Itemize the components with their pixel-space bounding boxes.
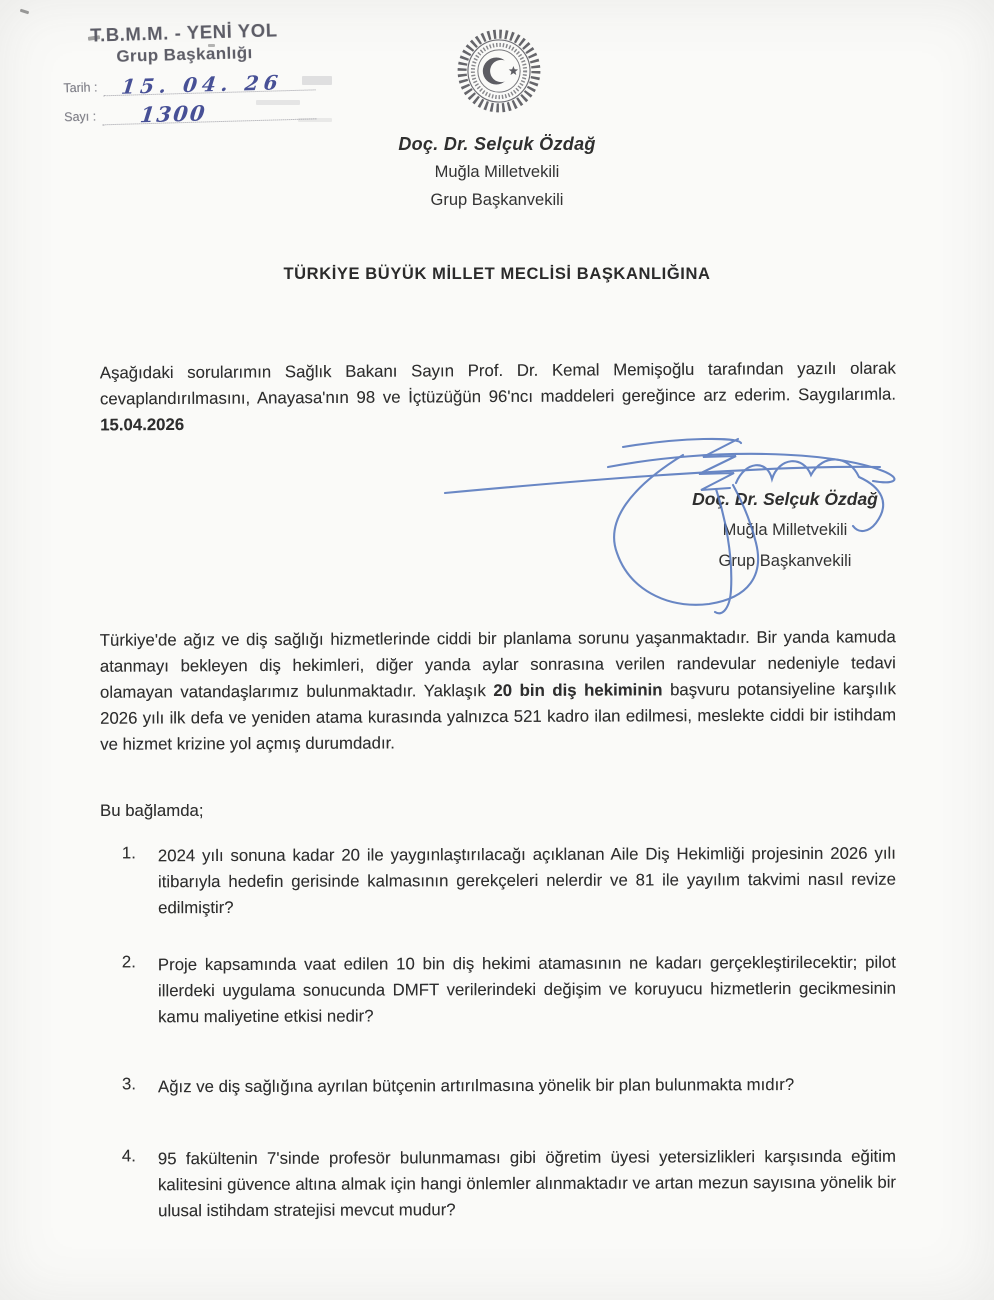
question-text: 95 fakültenin 7'sinde profesör bulunmaması gibi öğretim üyesi yetersizlikleri karşısında eğitim kalitesini güvence altına almak için hangi önlemler alınmaktadır ve artan mezun sayısına yönelik bir ulusal istihdam stratejisi mevcut mudur? (157, 1146, 897, 1221)
stamp-number-row (56, 94, 317, 126)
question-number: 1. (121, 843, 136, 863)
stamp-date-value: 15. 04. 26 (120, 70, 285, 99)
stamp-number-line (102, 94, 317, 128)
question-number: 3. (121, 1074, 137, 1094)
intro-text: Aşağıdaki sorularımın Sağlık Bakanı Sayın Prof. Dr. Kemal Memişoğlu tarafından yazılı olarak cevaplandırılmasını, Anayasa'nın 98 ve İçtüzüğün 96'ncı maddeleri gereğince arz ederim. Saygılarımla. (99, 358, 897, 409)
body-text-1: Türkiye'de ağız ve diş sağlığı hizmetlerinde ciddi bir planlama sorunu yaşanmaktadır. Bir yanda kamuda atanmayı bekleyen diş hekimleri, diğer yanda aylar sonrasına verilen randevular nedeniyle tedavi olamayan vatandaşlarımız bulunmaktadır. Yaklaşık (99, 627, 896, 702)
question-item-4 (122, 1144, 896, 1225)
scan-artifact (20, 9, 29, 15)
stamp-org-line: T.B.M.M. - YENİ YOL (89, 19, 278, 46)
signatory-name: Doç. Dr. Selçuk Özdağ (692, 489, 878, 509)
question-list (122, 842, 896, 1254)
question-item-2 (122, 950, 896, 1031)
body-paragraph (100, 624, 897, 757)
intro-paragraph (100, 355, 896, 438)
question-text: 2024 yılı sonuna kadar 20 ile yaygınlaştırılacağı açıklanan Aile Diş Hekimliği projesinin 2026 yılı itibarıyla hedefin gerisinde kalmasının gerekçeleri nelerdir ve 81 ile yayılım takvimi nasıl revize edilmiştir? (157, 843, 897, 918)
question-number: 4. (121, 1146, 136, 1166)
question-number: 2. (121, 952, 136, 972)
body-text-2: başvuru potansiyeline karşılık 2026 yılı ilk defa ve yeniden atama kurasında yalnızca 521 kadro ilan edilmesi, meslekte ciddi bir istihdam ve hizmet krizine yol açmış durumdadır. (100, 679, 897, 754)
intro-date: 15.04.2026 (100, 414, 185, 435)
author-role: Grup Başkanvekili (430, 191, 564, 209)
registry-stamp (54, 18, 317, 126)
signature-name-block (635, 484, 935, 577)
question-text: Proje kapsamında vaat edilen 10 bin diş hekimi atamasının ne kadarı gerçekleştirilecektir; pilot illerdeki uygulama sonucunda DMFT verilerindeki değişim ve koruyucu hizmetlerin gecikmesinin kamu maliyetine etkisi nedir? (157, 952, 897, 1027)
author-header-block (0, 130, 994, 214)
author-constituency: Muğla Milletvekili (434, 163, 560, 181)
question-text: Ağız ve diş sağlığına ayrılan bütçenin artırılmasına yönelik bir plan bulunmakta mıdır? (157, 1075, 795, 1097)
signatory-role: Grup Başkanvekili (718, 552, 852, 570)
signatory-constituency: Muğla Milletvekili (722, 521, 848, 539)
author-name: Doç. Dr. Selçuk Özdağ (398, 134, 596, 154)
stamp-group-line: Grup Başkanlığı (116, 43, 253, 66)
context-line: Bu bağlamda; (100, 801, 204, 820)
stamp-date-row (55, 65, 316, 97)
recipient-title: TÜRKİYE BÜYÜK MİLLET MECLİSİ BAŞKANLIĞINA (283, 265, 711, 283)
stamp-number-value: 1300 (138, 100, 208, 128)
stamp-date-label: Tarih : (63, 80, 98, 96)
stamp-date-line (103, 65, 316, 99)
question-item-1 (122, 841, 896, 922)
stamp-number-label: Sayı : (64, 109, 97, 125)
body-text-bold: 20 bin diş hekiminin (493, 680, 663, 700)
tbmm-seal-icon (454, 26, 544, 116)
question-item-3 (122, 1072, 896, 1101)
